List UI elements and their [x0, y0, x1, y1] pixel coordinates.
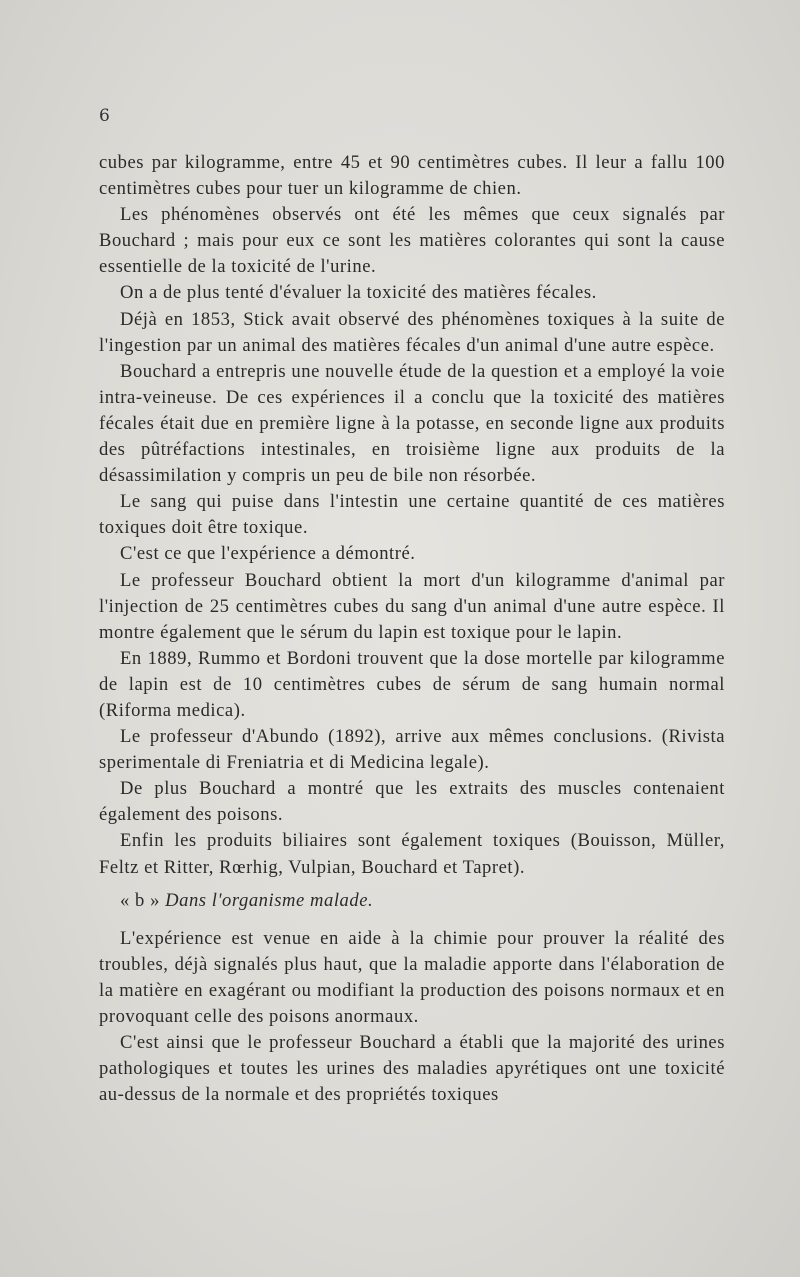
paragraph: cubes par kilogramme, entre 45 et 90 centimètres cubes. Il leur a fallu 100 centimètres cubes pour tuer un kilogramme de chien.	[99, 152, 725, 200]
section-heading	[99, 888, 725, 914]
section-marker: « b »	[120, 889, 160, 911]
page-number: 6	[99, 106, 111, 126]
paragraph: Enfin les produits biliaires sont également toxiques (Bouisson, Müller, Feltz et Ritter, Rœrhig, Vulpian, Bouchard et Tapret).	[99, 830, 725, 878]
paragraph: En 1889, Rummo et Bordoni trouvent que la dose mortelle par kilogramme de lapin est de 10 centimètres cubes de sérum de sang humain normal (Riforma medica).	[99, 647, 725, 721]
paragraph: C'est ainsi que le professeur Bouchard a établi que la majorité des urines pathologiques et toutes les urines des maladies apyrétiques ont une toxicité au-dessus de la normale et des propriétés toxiques	[99, 1032, 725, 1106]
paragraph: Le professeur Bouchard obtient la mort d'un kilogramme d'animal par l'injection de 25 centimètres cubes du sang d'un animal d'une autre espèce. Il montre également que le sérum du lapin est toxique pour le lapin.	[99, 569, 725, 643]
paragraph: Déjà en 1853, Stick avait observé des phénomènes toxiques à la suite de l'ingestion par un animal des matières fécales d'un animal d'une autre espèce.	[99, 308, 725, 356]
paragraph: De plus Bouchard a montré que les extraits des muscles contenaient également des poisons.	[99, 778, 725, 826]
paragraph: Le professeur d'Abundo (1892), arrive aux mêmes conclusions. (Rivista sperimentale di Freniatria et di Medicina legale).	[99, 726, 725, 774]
paragraph: Les phénomènes observés ont été les mêmes que ceux signalés par Bouchard ; mais pour eux ce sont les matières colorantes qui sont la cause essentielle de la toxicité de l'urine.	[99, 204, 725, 278]
paragraph: C'est ce que l'expérience a démontré.	[120, 543, 416, 565]
paragraph: L'expérience est venue en aide à la chimie pour prouver la réalité des troubles, déjà signalés plus haut, que la maladie apporte dans l'élaboration de la matière en exagérant ou modifiant la production des poisons normaux et en provoquant celle des poisons anormaux.	[99, 927, 725, 1027]
page-body	[99, 150, 725, 1108]
paragraph: Le sang qui puise dans l'intestin une certaine quantité de ces matières toxiques doit être toxique.	[99, 491, 725, 539]
paragraph: On a de plus tenté d'évaluer la toxicité des matières fécales.	[120, 282, 597, 304]
section-title: Dans l'organisme malade.	[165, 889, 374, 911]
paragraph: Bouchard a entrepris une nouvelle étude de la question et a employé la voie intra-veineuse. De ces expériences il a conclu que la toxicité des matières fécales était due en première ligne à la potasse, en seconde ligne aux produits des pûtréfactions intestinales, en troisième ligne aux produits de la désassimilation y compris un peu de bile non résorbée.	[99, 360, 725, 487]
